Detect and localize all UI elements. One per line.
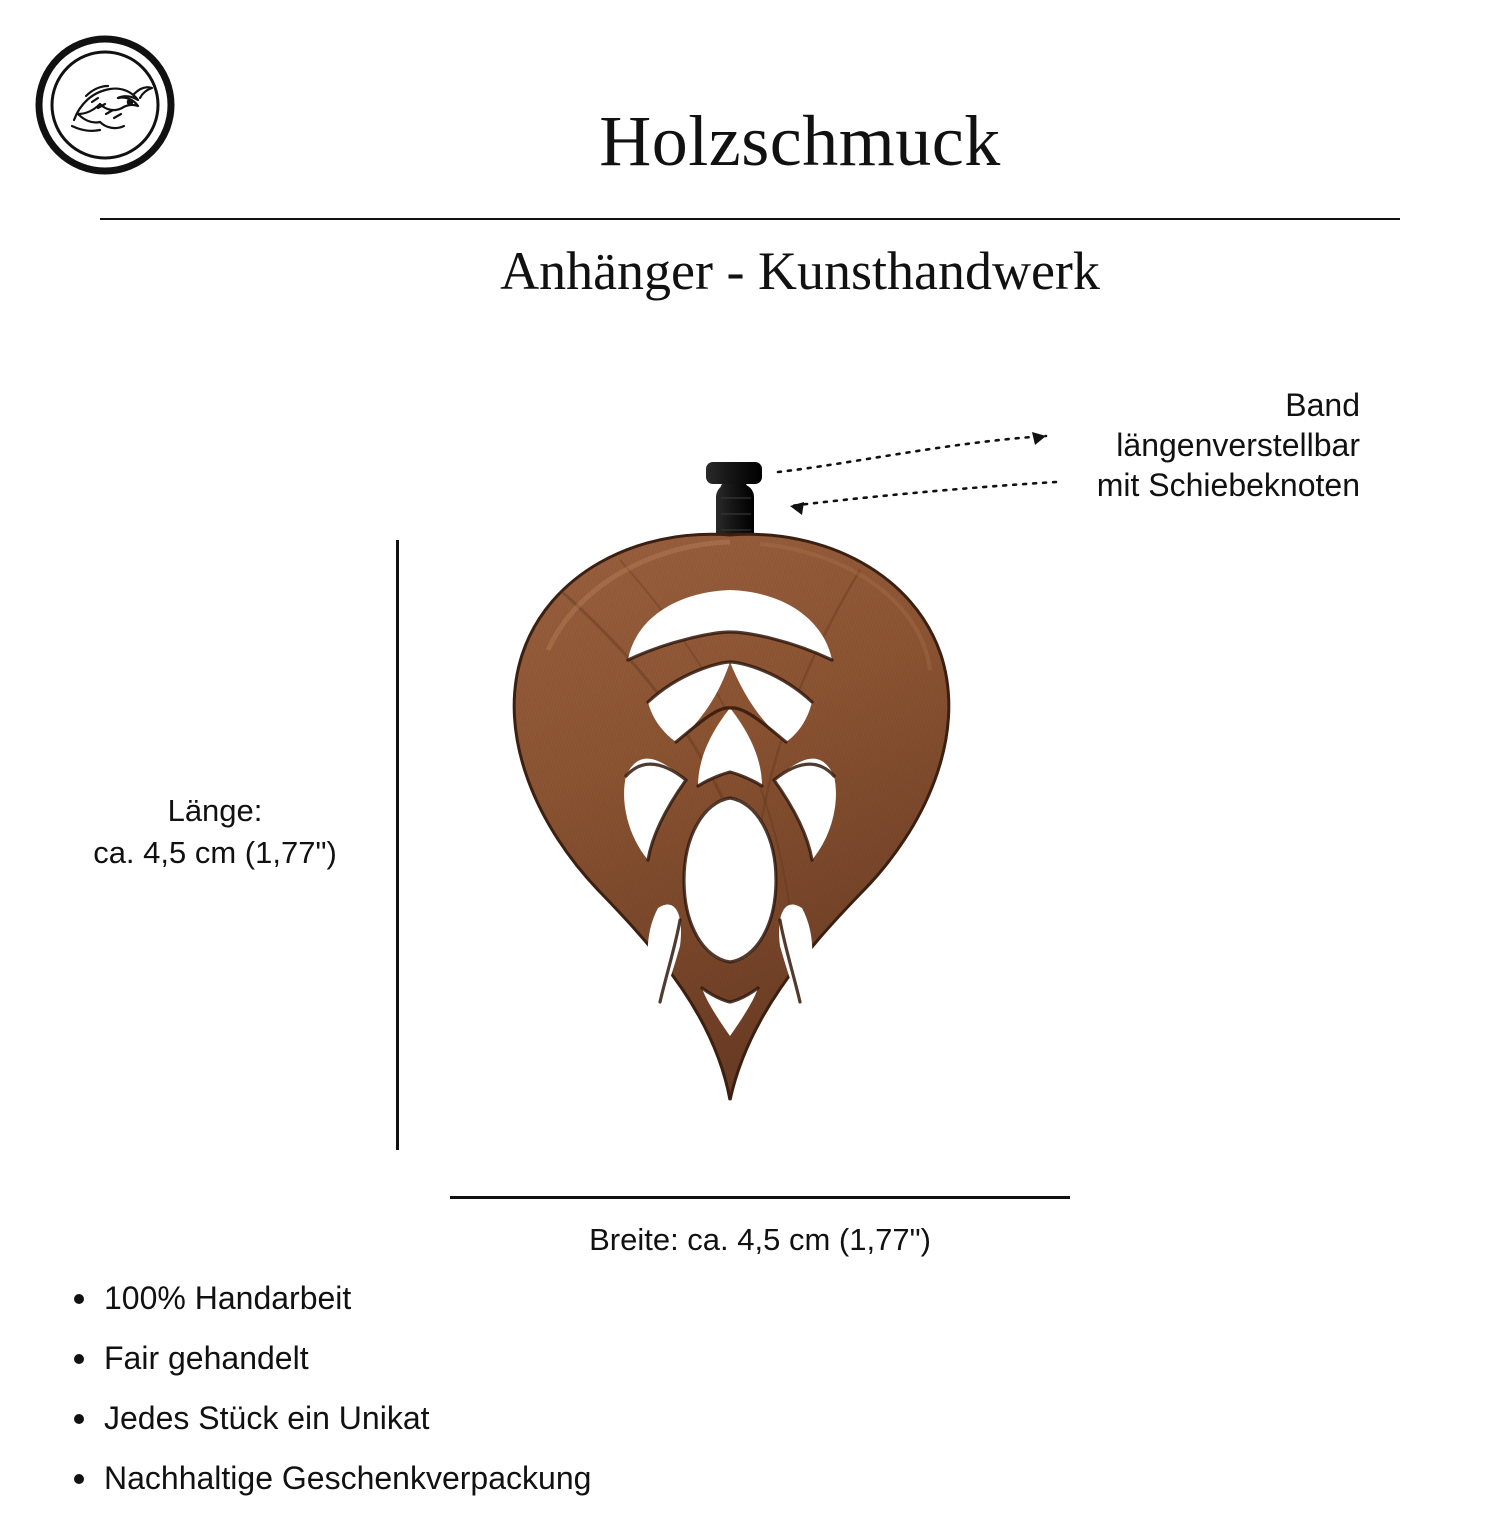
list-item: Nachhaltige Geschenkverpackung xyxy=(62,1462,591,1494)
cord-callout-line-3: mit Schiebeknoten xyxy=(1096,467,1360,503)
feature-list xyxy=(62,1282,591,1522)
width-label: Breite: ca. 4,5 cm (1,77") xyxy=(589,1222,931,1257)
length-guide-line xyxy=(396,540,399,1150)
page-title: Holzschmuck xyxy=(599,101,1001,181)
page-subtitle: Anhänger - Kunsthandwerk xyxy=(500,241,1100,301)
header-divider xyxy=(100,218,1400,220)
list-item: Jedes Stück ein Unikat xyxy=(62,1402,591,1434)
celtic-knot-pendant xyxy=(430,440,1090,1180)
brand-logo xyxy=(34,34,176,176)
list-item: 100% Handarbeit xyxy=(62,1282,591,1314)
list-item: Fair gehandelt xyxy=(62,1342,591,1374)
length-label xyxy=(60,790,370,874)
cord-callout-line-1: Band xyxy=(1285,387,1360,423)
length-label-line-1: Länge: xyxy=(167,793,263,828)
width-guide-line xyxy=(450,1196,1070,1199)
cord-callout-line-2: längenverstellbar xyxy=(1116,427,1360,463)
product-image xyxy=(430,440,1090,1180)
length-label-line-2: ca. 4,5 cm (1,77") xyxy=(93,834,337,870)
